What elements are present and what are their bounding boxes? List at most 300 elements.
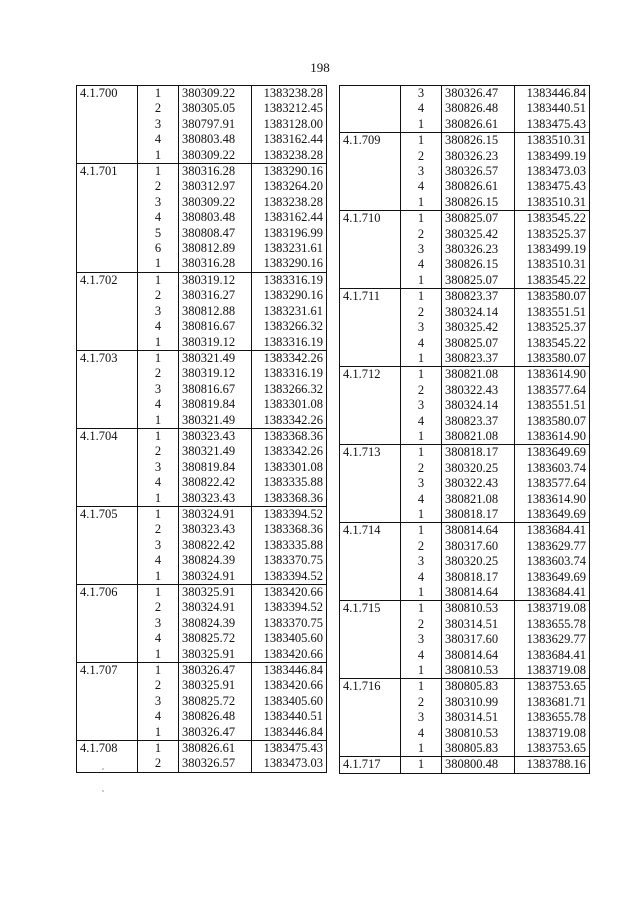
table-row bbox=[340, 601, 590, 617]
parcel-id-cell bbox=[340, 305, 401, 320]
x-coordinate-cell: 380803.48 bbox=[179, 132, 252, 147]
table-row bbox=[77, 725, 327, 741]
table-row bbox=[77, 256, 327, 272]
parcel-id-cell bbox=[77, 210, 138, 225]
table-row bbox=[340, 242, 590, 257]
y-coordinate-cell: 1383405.60 bbox=[252, 631, 327, 646]
point-number-cell: 1 bbox=[417, 585, 425, 599]
table-row bbox=[340, 305, 590, 320]
x-coordinate-cell: 380812.89 bbox=[179, 241, 252, 256]
table-row bbox=[77, 585, 327, 601]
x-coordinate-cell: 380325.91 bbox=[179, 678, 252, 693]
table-row bbox=[77, 413, 327, 429]
table-row bbox=[340, 554, 590, 569]
y-coordinate-cell: 1383342.26 bbox=[252, 444, 327, 459]
table-row bbox=[340, 476, 590, 491]
y-coordinate-cell: 1383440.51 bbox=[252, 709, 327, 724]
y-coordinate-cell: 1383394.52 bbox=[252, 600, 327, 615]
x-coordinate-cell: 380825.07 bbox=[442, 273, 515, 289]
x-coordinate-cell: 380323.43 bbox=[179, 491, 252, 507]
table-row bbox=[77, 132, 327, 147]
point-number-cell: 1 bbox=[417, 116, 425, 131]
y-coordinate-cell: 1383212.45 bbox=[252, 101, 327, 116]
point-number-cell: 2 bbox=[417, 226, 425, 241]
y-coordinate-cell: 1383681.71 bbox=[515, 695, 590, 710]
parcel-id-cell bbox=[340, 320, 401, 335]
x-coordinate-cell: 380320.25 bbox=[442, 461, 515, 476]
y-coordinate-cell: 1383499.19 bbox=[515, 149, 590, 164]
point-number-cell: 3 bbox=[417, 320, 425, 335]
table-row bbox=[340, 211, 590, 227]
x-coordinate-cell: 380322.43 bbox=[442, 476, 515, 491]
left-coordinates-table bbox=[76, 85, 327, 773]
table-row bbox=[340, 320, 590, 335]
point-number-cell: 4 bbox=[417, 413, 425, 428]
point-number-cell: 4 bbox=[417, 647, 425, 662]
table-row bbox=[77, 164, 327, 180]
x-coordinate-cell: 380324.91 bbox=[179, 569, 252, 585]
x-coordinate-cell: 380324.91 bbox=[179, 600, 252, 615]
point-number-cell: 1 bbox=[154, 646, 162, 661]
x-coordinate-cell: 380823.37 bbox=[442, 351, 515, 367]
y-coordinate-cell: 1383551.51 bbox=[515, 398, 590, 413]
table-row bbox=[77, 397, 327, 412]
point-number-cell: 3 bbox=[401, 86, 442, 102]
table-row bbox=[340, 398, 590, 413]
table-row bbox=[77, 553, 327, 568]
y-coordinate-cell: 1383420.66 bbox=[252, 647, 327, 663]
table-row bbox=[77, 663, 327, 679]
point-number-cell: 3 bbox=[417, 242, 425, 257]
x-coordinate-cell: 380325.42 bbox=[442, 227, 515, 242]
parcel-id-cell bbox=[77, 538, 138, 553]
parcel-id-cell bbox=[77, 226, 138, 241]
table-row bbox=[340, 741, 590, 757]
x-coordinate-cell: 380814.64 bbox=[442, 648, 515, 663]
parcel-id-cell bbox=[77, 616, 138, 631]
point-number-cell: 4 bbox=[154, 210, 162, 225]
point-number-cell: 1 bbox=[138, 741, 179, 757]
table-row bbox=[77, 366, 327, 381]
point-number-cell: 3 bbox=[417, 554, 425, 569]
x-coordinate-cell: 380310.99 bbox=[442, 695, 515, 710]
x-coordinate-cell: 380823.37 bbox=[442, 414, 515, 429]
y-coordinate-cell: 1383475.43 bbox=[515, 179, 590, 194]
y-coordinate-cell: 1383405.60 bbox=[252, 694, 327, 709]
table-row bbox=[340, 101, 590, 116]
parcel-id-cell bbox=[77, 444, 138, 459]
x-coordinate-cell: 380821.08 bbox=[442, 429, 515, 445]
parcel-id-cell: 4.1.707 bbox=[77, 663, 138, 679]
parcel-id-cell bbox=[77, 101, 138, 116]
point-number-cell: 4 bbox=[417, 725, 425, 740]
x-coordinate-cell: 380812.88 bbox=[179, 304, 252, 319]
parcel-id-cell bbox=[77, 678, 138, 693]
table-row bbox=[77, 304, 327, 319]
y-coordinate-cell: 1383649.69 bbox=[515, 507, 590, 523]
y-coordinate-cell: 1383335.88 bbox=[252, 475, 327, 490]
point-number-cell: 1 bbox=[138, 350, 179, 366]
y-coordinate-cell: 1383545.22 bbox=[515, 336, 590, 351]
parcel-id-cell bbox=[340, 117, 401, 133]
y-coordinate-cell: 1383684.41 bbox=[515, 523, 590, 539]
point-number-cell: 4 bbox=[154, 132, 162, 147]
y-coordinate-cell: 1383301.08 bbox=[252, 460, 327, 475]
table-row bbox=[340, 492, 590, 507]
x-coordinate-cell: 380322.43 bbox=[442, 383, 515, 398]
table-row bbox=[340, 663, 590, 679]
parcel-id-cell: 4.1.704 bbox=[77, 428, 138, 444]
parcel-id-cell: 4.1.706 bbox=[77, 585, 138, 601]
y-coordinate-cell: 1383510.31 bbox=[515, 257, 590, 272]
y-coordinate-cell: 1383301.08 bbox=[252, 397, 327, 412]
point-number-cell: 1 bbox=[138, 506, 179, 522]
parcel-id-cell bbox=[77, 694, 138, 709]
x-coordinate-cell: 380821.08 bbox=[442, 367, 515, 383]
x-coordinate-cell: 380826.15 bbox=[442, 133, 515, 149]
point-number-cell: 1 bbox=[154, 147, 162, 162]
y-coordinate-cell: 1383316.19 bbox=[252, 272, 327, 288]
y-coordinate-cell: 1383719.08 bbox=[515, 663, 590, 679]
x-coordinate-cell: 380326.57 bbox=[442, 164, 515, 179]
table-row bbox=[77, 756, 327, 772]
x-coordinate-cell: 380819.84 bbox=[179, 460, 252, 475]
parcel-id-cell bbox=[340, 273, 401, 289]
point-number-cell: 3 bbox=[154, 303, 162, 318]
point-number-cell: 3 bbox=[154, 537, 162, 552]
y-coordinate-cell: 1383753.65 bbox=[515, 679, 590, 695]
parcel-id-cell bbox=[340, 554, 401, 569]
table-row bbox=[340, 86, 590, 102]
point-number-cell: 3 bbox=[417, 398, 425, 413]
x-coordinate-cell: 380825.72 bbox=[179, 631, 252, 646]
table-row bbox=[77, 538, 327, 553]
table-row bbox=[77, 288, 327, 303]
x-coordinate-cell: 380323.43 bbox=[179, 428, 252, 444]
parcel-id-cell bbox=[77, 304, 138, 319]
x-coordinate-cell: 380325.42 bbox=[442, 320, 515, 335]
point-number-cell: 1 bbox=[138, 663, 179, 679]
parcel-id-cell bbox=[77, 413, 138, 429]
x-coordinate-cell: 380823.37 bbox=[442, 289, 515, 305]
table-row bbox=[340, 133, 590, 149]
y-coordinate-cell: 1383545.22 bbox=[515, 211, 590, 227]
point-number-cell: 1 bbox=[401, 445, 442, 461]
y-coordinate-cell: 1383238.28 bbox=[252, 148, 327, 164]
point-number-cell: 1 bbox=[417, 663, 425, 678]
parcel-id-cell bbox=[340, 617, 401, 632]
point-number-cell: 5 bbox=[154, 225, 162, 240]
table-row bbox=[77, 460, 327, 475]
parcel-id-cell bbox=[340, 461, 401, 476]
point-number-cell: 1 bbox=[417, 741, 425, 756]
parcel-id-cell bbox=[340, 414, 401, 429]
x-coordinate-cell: 380808.47 bbox=[179, 226, 252, 241]
y-coordinate-cell: 1383368.36 bbox=[252, 428, 327, 444]
parcel-id-cell bbox=[340, 383, 401, 398]
y-coordinate-cell: 1383368.36 bbox=[252, 522, 327, 537]
y-coordinate-cell: 1383551.51 bbox=[515, 305, 590, 320]
x-coordinate-cell: 380826.61 bbox=[179, 741, 252, 757]
table-row bbox=[340, 617, 590, 632]
parcel-id-cell bbox=[77, 725, 138, 741]
table-row bbox=[77, 428, 327, 444]
x-coordinate-cell: 380317.60 bbox=[442, 632, 515, 647]
x-coordinate-cell: 380816.67 bbox=[179, 382, 252, 397]
y-coordinate-cell: 1383580.07 bbox=[515, 414, 590, 429]
table-row bbox=[77, 569, 327, 585]
point-number-cell: 2 bbox=[138, 756, 179, 772]
x-coordinate-cell: 380819.84 bbox=[179, 397, 252, 412]
point-number-cell: 1 bbox=[417, 428, 425, 443]
parcel-id-cell bbox=[340, 398, 401, 413]
table-row bbox=[340, 179, 590, 194]
y-coordinate-cell: 1383370.75 bbox=[252, 553, 327, 568]
parcel-id-cell bbox=[340, 195, 401, 211]
point-number-cell: 1 bbox=[401, 601, 442, 617]
y-coordinate-cell: 1383264.20 bbox=[252, 179, 327, 194]
parcel-id-cell bbox=[77, 475, 138, 490]
table-row bbox=[340, 445, 590, 461]
parcel-id-cell bbox=[77, 148, 138, 164]
y-coordinate-cell: 1383440.51 bbox=[515, 101, 590, 116]
table-row bbox=[340, 164, 590, 179]
point-number-cell: 4 bbox=[154, 631, 162, 646]
table-row bbox=[340, 289, 590, 305]
y-coordinate-cell: 1383446.84 bbox=[515, 86, 590, 102]
page-number: 198 bbox=[310, 60, 330, 75]
right-coordinates-table bbox=[339, 85, 590, 774]
point-number-cell: 3 bbox=[154, 381, 162, 396]
parcel-id-cell bbox=[77, 553, 138, 568]
table-row bbox=[77, 195, 327, 210]
table-row bbox=[77, 148, 327, 164]
x-coordinate-cell: 380326.23 bbox=[442, 242, 515, 257]
parcel-id-cell bbox=[77, 195, 138, 210]
point-number-cell: 4 bbox=[417, 335, 425, 350]
y-coordinate-cell: 1383545.22 bbox=[515, 273, 590, 289]
x-coordinate-cell: 380818.17 bbox=[442, 570, 515, 585]
point-number-cell: 3 bbox=[417, 476, 425, 491]
y-coordinate-cell: 1383475.43 bbox=[252, 741, 327, 757]
parcel-id-cell bbox=[340, 507, 401, 523]
parcel-id-cell: 4.1.711 bbox=[340, 289, 401, 305]
parcel-id-cell bbox=[340, 741, 401, 757]
y-coordinate-cell: 1383510.31 bbox=[515, 133, 590, 149]
parcel-id-cell bbox=[340, 663, 401, 679]
parcel-id-cell bbox=[77, 382, 138, 397]
point-number-cell: 3 bbox=[417, 164, 425, 179]
point-number-cell: 1 bbox=[138, 272, 179, 288]
parcel-id-cell bbox=[77, 241, 138, 256]
x-coordinate-cell: 380321.49 bbox=[179, 444, 252, 459]
x-coordinate-cell: 380825.07 bbox=[442, 336, 515, 351]
x-coordinate-cell: 380319.12 bbox=[179, 366, 252, 381]
table-row bbox=[77, 350, 327, 366]
point-number-cell: 2 bbox=[154, 288, 162, 303]
point-number-cell: 3 bbox=[154, 116, 162, 131]
parcel-id-cell bbox=[340, 86, 401, 102]
point-number-cell: 2 bbox=[154, 366, 162, 381]
table-row bbox=[340, 585, 590, 601]
parcel-id-cell bbox=[77, 319, 138, 334]
table-row bbox=[77, 444, 327, 459]
x-coordinate-cell: 380822.42 bbox=[179, 538, 252, 553]
x-coordinate-cell: 380800.48 bbox=[442, 757, 515, 773]
point-number-cell: 1 bbox=[417, 350, 425, 365]
parcel-id-cell bbox=[77, 335, 138, 351]
x-coordinate-cell: 380826.61 bbox=[442, 179, 515, 194]
x-coordinate-cell: 380326.23 bbox=[442, 149, 515, 164]
x-coordinate-cell: 380316.28 bbox=[179, 164, 252, 180]
table-row bbox=[340, 367, 590, 383]
y-coordinate-cell: 1383446.84 bbox=[252, 725, 327, 741]
x-coordinate-cell: 380309.22 bbox=[179, 195, 252, 210]
y-coordinate-cell: 1383316.19 bbox=[252, 366, 327, 381]
y-coordinate-cell: 1383342.26 bbox=[252, 413, 327, 429]
parcel-id-cell bbox=[77, 709, 138, 724]
point-number-cell: 1 bbox=[401, 211, 442, 227]
y-coordinate-cell: 1383655.78 bbox=[515, 617, 590, 632]
point-number-cell: 2 bbox=[417, 148, 425, 163]
parcel-id-cell: 4.1.702 bbox=[77, 272, 138, 288]
point-number-cell: 1 bbox=[417, 506, 425, 521]
table-row bbox=[77, 600, 327, 615]
parcel-id-cell bbox=[340, 351, 401, 367]
table-row bbox=[77, 491, 327, 507]
parcel-id-cell: 4.1.715 bbox=[340, 601, 401, 617]
parcel-id-cell bbox=[77, 522, 138, 537]
y-coordinate-cell: 1383629.77 bbox=[515, 632, 590, 647]
parcel-id-cell bbox=[77, 631, 138, 646]
x-coordinate-cell: 380810.53 bbox=[442, 726, 515, 741]
parcel-id-cell: 4.1.713 bbox=[340, 445, 401, 461]
y-coordinate-cell: 1383238.28 bbox=[252, 195, 327, 210]
parcel-id-cell bbox=[340, 632, 401, 647]
y-coordinate-cell: 1383753.65 bbox=[515, 741, 590, 757]
point-number-cell: 1 bbox=[154, 568, 162, 583]
table-row bbox=[340, 757, 590, 773]
table-row bbox=[77, 101, 327, 116]
parcel-id-cell bbox=[77, 132, 138, 147]
point-number-cell: 2 bbox=[417, 538, 425, 553]
point-number-cell: 1 bbox=[417, 272, 425, 287]
y-coordinate-cell: 1383499.19 bbox=[515, 242, 590, 257]
y-coordinate-cell: 1383394.52 bbox=[252, 569, 327, 585]
parcel-id-cell bbox=[77, 179, 138, 194]
scan-speck bbox=[102, 790, 104, 792]
point-number-cell: 4 bbox=[154, 319, 162, 334]
x-coordinate-cell: 380305.05 bbox=[179, 101, 252, 116]
parcel-id-cell bbox=[340, 710, 401, 725]
point-number-cell: 2 bbox=[154, 600, 162, 615]
scan-speck bbox=[102, 768, 104, 770]
parcel-id-cell bbox=[77, 397, 138, 412]
y-coordinate-cell: 1383684.41 bbox=[515, 585, 590, 601]
y-coordinate-cell: 1383525.37 bbox=[515, 320, 590, 335]
point-number-cell: 2 bbox=[154, 444, 162, 459]
y-coordinate-cell: 1383316.19 bbox=[252, 335, 327, 351]
x-coordinate-cell: 380826.48 bbox=[179, 709, 252, 724]
point-number-cell: 1 bbox=[401, 757, 442, 773]
x-coordinate-cell: 380818.17 bbox=[442, 507, 515, 523]
point-number-cell: 2 bbox=[417, 304, 425, 319]
x-coordinate-cell: 380324.91 bbox=[179, 506, 252, 522]
point-number-cell: 1 bbox=[154, 334, 162, 349]
x-coordinate-cell: 380319.12 bbox=[179, 272, 252, 288]
x-coordinate-cell: 380316.27 bbox=[179, 288, 252, 303]
parcel-id-cell: 4.1.710 bbox=[340, 211, 401, 227]
x-coordinate-cell: 380810.53 bbox=[442, 601, 515, 617]
table-row bbox=[340, 539, 590, 554]
x-coordinate-cell: 380314.51 bbox=[442, 617, 515, 632]
y-coordinate-cell: 1383614.90 bbox=[515, 429, 590, 445]
parcel-id-cell bbox=[77, 600, 138, 615]
y-coordinate-cell: 1383368.36 bbox=[252, 491, 327, 507]
table-row bbox=[77, 631, 327, 646]
x-coordinate-cell: 380326.47 bbox=[442, 86, 515, 102]
y-coordinate-cell: 1383370.75 bbox=[252, 616, 327, 631]
x-coordinate-cell: 380826.61 bbox=[442, 117, 515, 133]
point-number-cell: 1 bbox=[401, 367, 442, 383]
y-coordinate-cell: 1383266.32 bbox=[252, 319, 327, 334]
y-coordinate-cell: 1383614.90 bbox=[515, 492, 590, 507]
parcel-id-cell bbox=[340, 227, 401, 242]
parcel-id-cell: 4.1.700 bbox=[77, 86, 138, 102]
point-number-cell: 2 bbox=[417, 382, 425, 397]
y-coordinate-cell: 1383649.69 bbox=[515, 445, 590, 461]
x-coordinate-cell: 380826.15 bbox=[442, 257, 515, 272]
x-coordinate-cell: 380321.49 bbox=[179, 350, 252, 366]
y-coordinate-cell: 1383684.41 bbox=[515, 648, 590, 663]
x-coordinate-cell: 380821.08 bbox=[442, 492, 515, 507]
table-row bbox=[340, 632, 590, 647]
x-coordinate-cell: 380309.22 bbox=[179, 86, 252, 102]
parcel-id-cell: 4.1.703 bbox=[77, 350, 138, 366]
x-coordinate-cell: 380816.67 bbox=[179, 319, 252, 334]
table-row bbox=[77, 226, 327, 241]
y-coordinate-cell: 1383290.16 bbox=[252, 288, 327, 303]
table-row bbox=[77, 647, 327, 663]
table-row bbox=[340, 695, 590, 710]
table-row bbox=[340, 414, 590, 429]
y-coordinate-cell: 1383525.37 bbox=[515, 227, 590, 242]
parcel-id-cell bbox=[340, 179, 401, 194]
x-coordinate-cell: 380826.48 bbox=[442, 101, 515, 116]
point-number-cell: 4 bbox=[154, 553, 162, 568]
x-coordinate-cell: 380323.43 bbox=[179, 522, 252, 537]
table-row bbox=[77, 382, 327, 397]
table-row bbox=[340, 227, 590, 242]
table-row bbox=[77, 709, 327, 724]
y-coordinate-cell: 1383394.52 bbox=[252, 506, 327, 522]
parcel-id-cell bbox=[340, 242, 401, 257]
point-number-cell: 3 bbox=[154, 194, 162, 209]
y-coordinate-cell: 1383719.08 bbox=[515, 601, 590, 617]
x-coordinate-cell: 380826.15 bbox=[442, 195, 515, 211]
point-number-cell: 2 bbox=[154, 678, 162, 693]
x-coordinate-cell: 380317.60 bbox=[442, 539, 515, 554]
parcel-id-cell bbox=[340, 648, 401, 663]
table-row bbox=[340, 195, 590, 211]
point-number-cell: 4 bbox=[417, 491, 425, 506]
parcel-id-cell bbox=[77, 256, 138, 272]
y-coordinate-cell: 1383577.64 bbox=[515, 476, 590, 491]
y-coordinate-cell: 1383510.31 bbox=[515, 195, 590, 211]
point-number-cell: 3 bbox=[154, 459, 162, 474]
point-number-cell: 4 bbox=[154, 709, 162, 724]
table-row bbox=[77, 272, 327, 288]
